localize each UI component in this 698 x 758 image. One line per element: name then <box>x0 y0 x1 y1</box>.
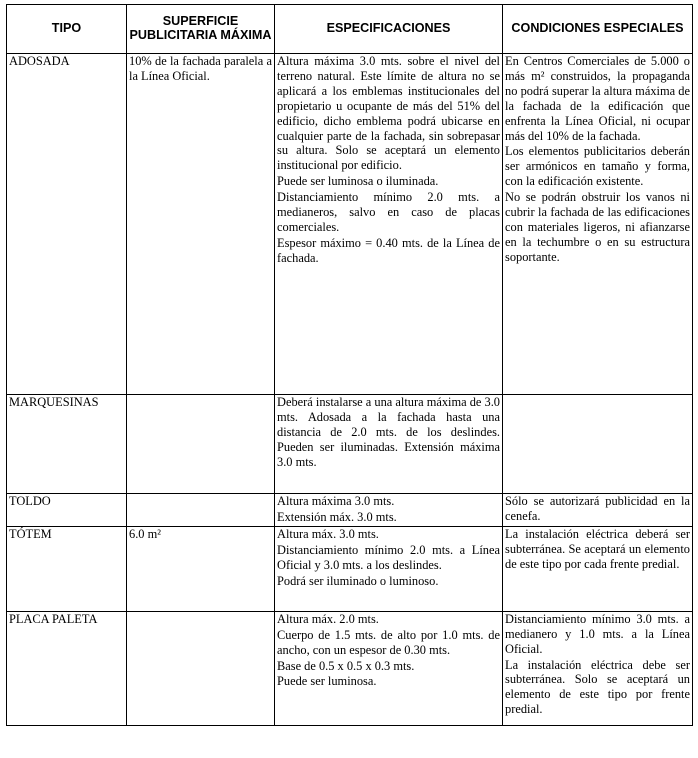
condiciones-cell <box>503 54 693 395</box>
spec-paragraph: Puede ser luminosa. <box>277 674 377 689</box>
especificaciones-cell <box>275 526 503 611</box>
table-row <box>7 395 693 494</box>
condiciones-cell <box>503 494 693 527</box>
header-condiciones: CONDICIONES ESPECIALES <box>503 5 693 54</box>
tipo-cell: TOLDO <box>7 494 127 527</box>
spec-paragraph: Distanciamiento mínimo 2.0 mts. a medianeros, salvo en caso de placas comerciales. <box>277 190 500 234</box>
superficie-cell: 6.0 m² <box>127 526 275 611</box>
tipo-cell: PLACA PALETA <box>7 611 127 725</box>
table-row <box>7 494 693 527</box>
superficie-cell <box>127 395 275 494</box>
tipo-cell: MARQUESINAS <box>7 395 127 494</box>
spec-paragraph: Base de 0.5 x 0.5 x 0.3 mts. <box>277 658 415 673</box>
spec-paragraph: Altura máxima 3.0 mts. <box>277 494 395 508</box>
spec-paragraph: Altura máx. 2.0 mts. <box>277 611 379 626</box>
spec-paragraph: Puede ser luminosa o iluminada. <box>277 174 439 189</box>
cond-paragraph: Los elementos publicitarios deberán ser armónicos en tamaño y forma, con la edificación existente. <box>505 144 690 189</box>
header-superficie: SUPERFICIE PUBLICITARIA MÁXIMA <box>127 5 275 54</box>
especificaciones-cell <box>275 494 503 527</box>
spec-paragraph: Deberá instalarse a una altura máxima de 3.0 mts. Adosada a la fachada hasta una distancia de 2.0 mts. de los deslindes. Pueden ser iluminadas. Extensión máxima 3.0 mts. <box>277 395 500 469</box>
spec-paragraph: Espesor máximo = 0.40 mts. de la Línea de fachada. <box>277 235 500 265</box>
spec-paragraph: Podrá ser iluminado o luminoso. <box>277 573 439 588</box>
cond-paragraph: La instalación eléctrica deberá ser subterránea. Se aceptará un elemento de este tipo por cada frente predial. <box>505 526 690 571</box>
table-row <box>7 611 693 725</box>
cond-paragraph: No se podrán obstruir los vanos ni cubrir la fachada de las edificaciones con materiales ligeros, ni afianzarse en la techumbre o en su estructura soportante. <box>505 190 690 264</box>
spec-paragraph: Altura máxima 3.0 mts. sobre el nivel del terreno natural. Este límite de altura no se aplicará a los emblemas institucionales del propietario u ocupante de más del 51% del edificio, dicho emblema podrá ubicarse en cualquier parte de la fachada, sin sobrepasar su altura. Solo se aceptará un elemento institucional por edificio. <box>277 54 500 173</box>
condiciones-cell <box>503 526 693 611</box>
condiciones-cell <box>503 611 693 725</box>
especificaciones-cell <box>275 54 503 395</box>
superficie-cell <box>127 611 275 725</box>
especificaciones-cell <box>275 611 503 725</box>
cond-paragraph: La instalación eléctrica debe ser subterránea. Solo se aceptará un elemento de este tipo por frente predial. <box>505 657 690 717</box>
spec-paragraph: Cuerpo de 1.5 mts. de alto por 1.0 mts. de ancho, con un espesor de 0.30 mts. <box>277 627 500 657</box>
tipo-cell: ADOSADA <box>7 54 127 395</box>
spec-paragraph: Altura máx. 3.0 mts. <box>277 526 379 541</box>
condiciones-cell <box>503 395 693 494</box>
header-row <box>7 5 693 54</box>
tipo-cell: TÓTEM <box>7 526 127 611</box>
regulation-table <box>6 4 693 726</box>
header-tipo: TIPO <box>7 5 127 54</box>
cond-paragraph: Distanciamiento mínimo 3.0 mts. a medianero y 1.0 mts. a la Línea Oficial. <box>505 611 690 656</box>
especificaciones-cell <box>275 395 503 494</box>
table-row <box>7 526 693 611</box>
spec-paragraph: Distanciamiento mínimo 2.0 mts. a Línea Oficial y 3.0 mts. a los deslindes. <box>277 542 500 572</box>
spec-paragraph: Extensión máx. 3.0 mts. <box>277 509 397 524</box>
cond-paragraph: Sólo se autorizará publicidad en la cenefa. <box>505 494 690 523</box>
superficie-cell: 10% de la fachada paralela a la Línea Oficial. <box>127 54 275 395</box>
superficie-cell <box>127 494 275 527</box>
table-row <box>7 54 693 395</box>
header-especificaciones: ESPECIFICACIONES <box>275 5 503 54</box>
cond-paragraph: En Centros Comerciales de 5.000 o más m² construidos, la propaganda no podrá superar la altura máxima de la fachada de la edificación que enfrenta la Línea Oficial, ni ocupar más del 10% de la fachada. <box>505 54 690 143</box>
